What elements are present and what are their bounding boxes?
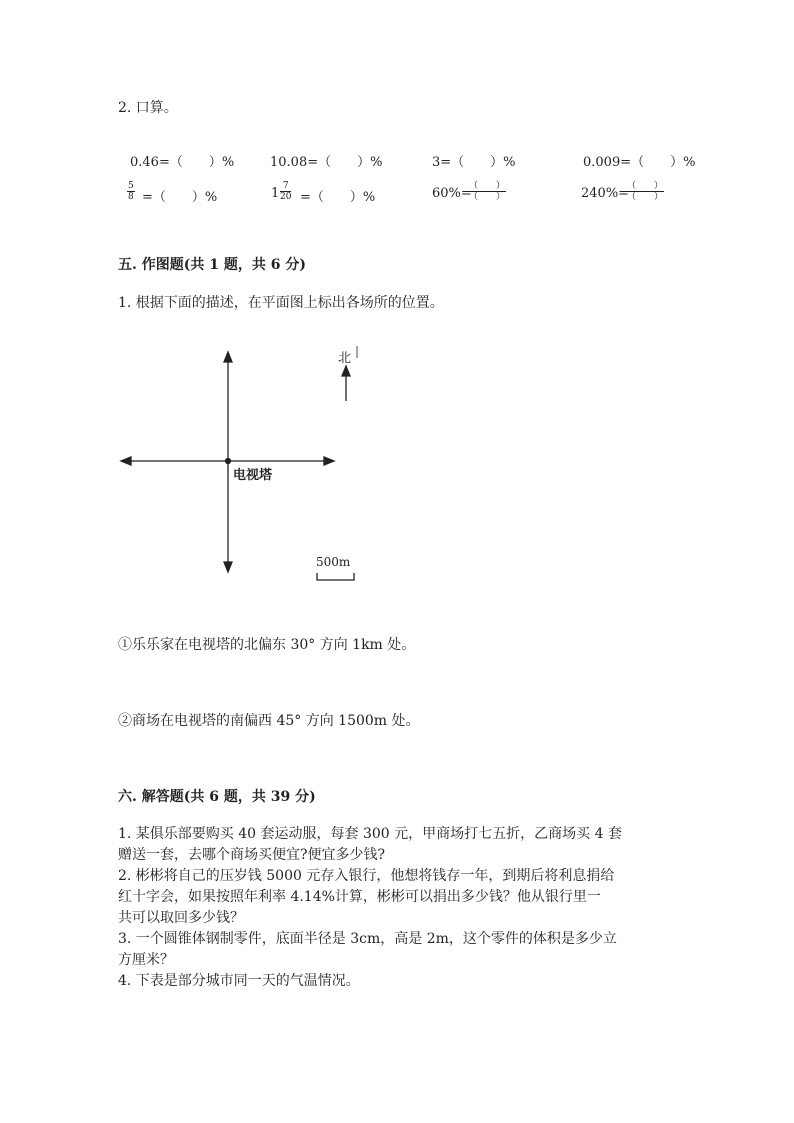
tv-tower-label: 电视塔 <box>233 468 273 483</box>
map-item-1: ①乐乐家在电视塔的北偏东 30° 方向 1km 处。 <box>118 637 416 653</box>
north-arrow-icon <box>342 366 350 376</box>
scale-label: 500m <box>316 555 351 569</box>
fraction-denominator: （ ） <box>469 192 506 202</box>
arrow-up-icon <box>224 352 232 362</box>
fraction-numerator: 5 <box>128 181 134 191</box>
oral-item-3: 3=（ ）% <box>432 155 516 170</box>
question-line: 共可以取回多少钱？ <box>118 910 244 926</box>
north-label: 北 <box>338 351 352 366</box>
question-line: 1. 某俱乐部要购买 40 套运动服，每套 300 元，甲商场打七五折，乙商场买 4 套 <box>118 826 622 842</box>
fraction-denominator: 8 <box>128 192 134 202</box>
fraction-denominator: （ ） <box>627 192 664 202</box>
oral-item-1: 0.46=（ ）% <box>130 155 235 170</box>
fraction-numerator: 7 <box>280 181 291 192</box>
question-line: 2. 彬彬将自己的压岁钱 5000 元存入银行，他想将钱存一年，到期后将利息捐给 <box>118 868 615 884</box>
oral-item-5-tail: =（ ）% <box>142 190 218 205</box>
question-line: 赠送一套，去哪个商场买便宜?便宜多少钱? <box>118 847 386 863</box>
tv-tower-point <box>226 459 231 464</box>
arrow-left-icon <box>121 457 131 465</box>
fraction-numerator: （ ） <box>469 181 506 191</box>
question-line: 红十字会，如果按照年利率 4.14%计算，彬彬可以捐出多少钱？他从银行里一 <box>118 889 601 905</box>
arrow-right-icon <box>324 457 334 465</box>
section-5-heading: 五. 作图题(共 1 题，共 6 分) <box>118 257 306 273</box>
arrow-down-icon <box>224 562 232 572</box>
section-5-question: 1. 根据下面的描述，在平面图上标出各场所的位置。 <box>118 295 444 311</box>
oral-item-8-pre: 240%= <box>581 186 630 201</box>
fraction-numerator: （ ） <box>627 181 664 191</box>
scale-bar <box>317 573 354 580</box>
section-6-heading: 六. 解答题(共 6 题，共 39 分) <box>118 789 316 805</box>
oral-title: 2. 口算。 <box>118 100 178 116</box>
question-line: 3. 一个圆锥体钢制零件，底面半径是 3cm，高是 2m，这个零件的体积是多少立 <box>118 931 617 947</box>
oral-item-6-tail: =（ ）% <box>300 190 376 205</box>
fraction-denominator: 20 <box>280 192 292 202</box>
question-line: 方厘米？ <box>118 952 174 968</box>
oral-item-2: 10.08=（ ）% <box>270 155 383 170</box>
map-item-2: ②商场在电视塔的南偏西 45° 方向 1500m 处。 <box>118 713 420 729</box>
question-line: 4. 下表是部分城市同一天的气温情况。 <box>118 973 360 989</box>
oral-item-7-pre: 60%= <box>432 186 472 201</box>
mixed-whole: 1 <box>271 186 280 201</box>
oral-item-4: 0.009=（ ）% <box>583 155 696 170</box>
